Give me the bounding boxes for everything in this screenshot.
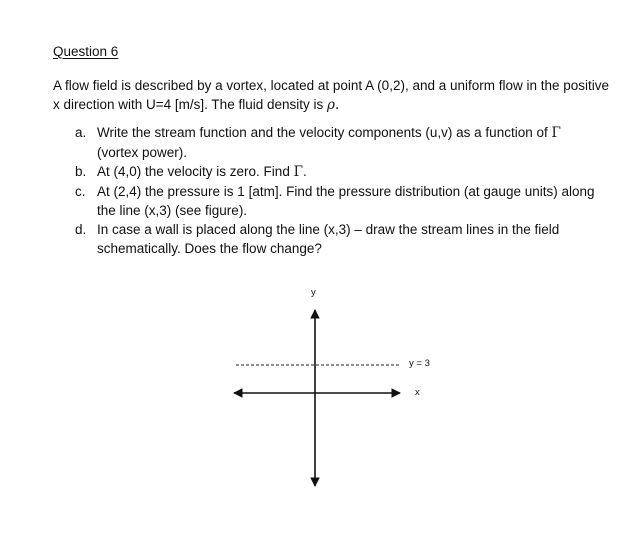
item-marker: a.	[75, 125, 87, 140]
item-text: Write the stream function and the velocity components (u,v) as a function of Γ (vortex power).	[97, 125, 561, 160]
item-text: At (4,0) the velocity is zero. Find Γ.	[97, 164, 307, 180]
question-title: Question 6	[53, 44, 119, 59]
item-marker: d.	[75, 222, 87, 237]
gamma-symbol: Γ	[551, 125, 561, 141]
item-marker: b.	[75, 164, 87, 179]
line-label: y = 3	[409, 358, 430, 369]
x-axis-label: x	[415, 387, 420, 398]
y-axis-label: y	[311, 287, 316, 298]
item-marker: c.	[75, 184, 86, 199]
gamma-symbol: Γ	[293, 164, 303, 180]
intro-text: A flow field is described by a vortex, located at point A (0,2), and a uniform flow in the positive x direction with U=4 [m/s]. The fluid density is	[53, 78, 610, 112]
item-text: At (2,4) the pressure is 1 [atm]. Find the pressure distribution (at gauge units) along the line (x,3) (see figure).	[97, 184, 595, 218]
item-text: In case a wall is placed along the line (x,3) – draw the stream lines in the field schematically. Does the flow change?	[97, 222, 560, 256]
density-symbol: ρ.	[327, 97, 340, 113]
